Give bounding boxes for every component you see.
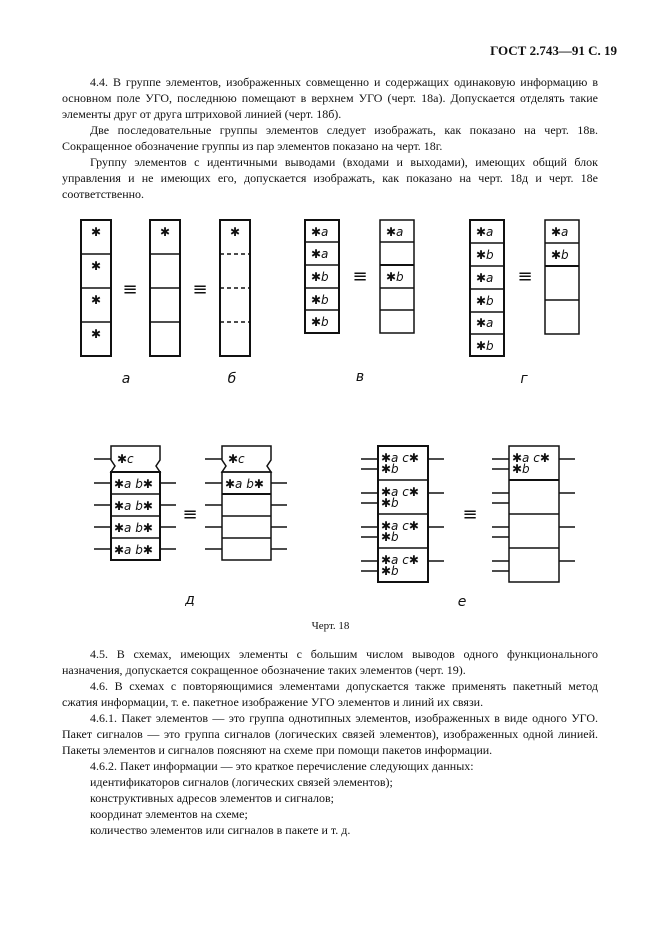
equiv-sign: ≡ bbox=[122, 279, 138, 300]
mark-star: ✱ bbox=[159, 225, 171, 239]
label-e: е bbox=[457, 594, 467, 610]
label-a: а bbox=[121, 371, 131, 387]
mark-ab: ✱а b✱ bbox=[225, 477, 264, 491]
mark-ac: ✱а c✱ bbox=[512, 451, 550, 465]
mark-ab: ✱а b✱ bbox=[114, 477, 153, 491]
mark-ac: ✱а c✱ bbox=[381, 553, 419, 567]
mark-ab: ✱а b✱ bbox=[114, 521, 153, 535]
diagram-b2 bbox=[220, 220, 250, 356]
mark-b: ✱b bbox=[381, 462, 399, 476]
paragraph-4-6-1: 4.6.1. Пакет элементов — это группа однотипных элементов, изображенных в виде одного УГО. Пакет сигналов — это группа сигналов (логических связей элементов), изображенных одной линией. Пакеты элементов и сигналов поясняют на схеме при помощи пакетов информации. bbox=[62, 711, 598, 757]
mark-a: ✱а bbox=[311, 225, 329, 239]
mark-a: ✱а bbox=[311, 247, 329, 261]
list-item: идентификаторов сигналов (логических связей элементов); bbox=[90, 775, 393, 789]
paragraph-4-6-2: 4.6.2. Пакет информации — это краткое перечисление следующих данных: bbox=[90, 759, 474, 773]
mark-b: ✱b bbox=[476, 294, 494, 308]
paragraph-4-4: 4.4. В группе элементов, изображенных совмещенно и содержащих одинаковую информацию в основном поле УГО, последнюю помещают в верхнем УГО (черт. 18а). Допускается отделять такие элементы друг от друга штриховой линией (черт. 18б). bbox=[62, 75, 598, 121]
mark-a: ✱а bbox=[476, 225, 494, 239]
list-item: координат элементов на схеме; bbox=[90, 807, 248, 821]
mark-b: ✱b bbox=[311, 315, 329, 329]
mark-b: ✱b bbox=[512, 462, 530, 476]
mark-ab: ✱а b✱ bbox=[114, 499, 153, 513]
label-b: б bbox=[227, 371, 237, 387]
mark-b: ✱b bbox=[381, 564, 399, 578]
equiv-sign: ≡ bbox=[192, 279, 208, 300]
figure-caption: Черт. 18 bbox=[311, 620, 350, 632]
diagram-e2 bbox=[492, 446, 575, 582]
equiv-sign: ≡ bbox=[182, 504, 198, 525]
mark-b: ✱b bbox=[381, 530, 399, 544]
mark-ac: ✱а c✱ bbox=[381, 519, 419, 533]
page-header: ГОСТ 2.743—91 С. 19 bbox=[490, 43, 617, 58]
label-g: г bbox=[520, 371, 528, 387]
mark-star: ✱ bbox=[90, 259, 102, 273]
mark-a: ✱а bbox=[476, 316, 494, 330]
mark-b: ✱b bbox=[311, 270, 329, 284]
mark-b: ✱b bbox=[476, 248, 494, 262]
mark-b: ✱b bbox=[476, 339, 494, 353]
mark-ab: ✱а b✱ bbox=[114, 543, 153, 557]
paragraph-4-6: 4.6. В схемах с повторяющимися элементами допускается также применять пакетный метод сжатия информации, т. е. пакетное изображение УГО элементов и линий их связи. bbox=[62, 679, 598, 709]
mark-b: ✱b bbox=[381, 496, 399, 510]
mark-ac: ✱а c✱ bbox=[381, 451, 419, 465]
label-v: в bbox=[355, 369, 365, 385]
mark-c: ✱c bbox=[117, 452, 134, 466]
mark-b: ✱b bbox=[551, 248, 569, 262]
label-d: д bbox=[185, 592, 195, 608]
mark-star: ✱ bbox=[229, 225, 241, 239]
mark-ac: ✱а c✱ bbox=[381, 485, 419, 499]
mark-star: ✱ bbox=[90, 225, 102, 239]
mark-a: ✱а bbox=[386, 225, 404, 239]
mark-star: ✱ bbox=[90, 327, 102, 341]
paragraph-4-5: 4.5. В схемах, имеющих элементы с большим числом выводов одного функционального назначения, допускается сокращенное обозначение таких элементов (черт. 19). bbox=[62, 647, 598, 677]
diagram-d2 bbox=[205, 446, 287, 560]
mark-star: ✱ bbox=[90, 293, 102, 307]
diagram-b1 bbox=[150, 220, 180, 356]
equiv-sign: ≡ bbox=[517, 266, 533, 287]
list-item: конструктивных адресов элементов и сигналов; bbox=[90, 791, 335, 805]
equiv-sign: ≡ bbox=[462, 504, 478, 525]
mark-b: ✱b bbox=[311, 293, 329, 307]
list-item: количество элементов или сигналов в пакете и т. д. bbox=[90, 823, 351, 837]
mark-a: ✱а bbox=[551, 225, 569, 239]
diagram-g1 bbox=[470, 220, 504, 356]
mark-a: ✱а bbox=[476, 271, 494, 285]
mark-b: ✱b bbox=[386, 270, 404, 284]
paragraph-identical: Группу элементов с идентичными выводами (входами и выходами), имеющих общий блок управления и не имеющих его, допускается изображать, как показано на черт. 18д и черт. 18е соответственно. bbox=[62, 155, 598, 201]
mark-c: ✱c bbox=[228, 452, 245, 466]
paragraph-groups: Две последовательные группы элементов следует изображать, как показано на черт. 18в. Сокращенное обозначение группы из пар элементов показано на черт. 18г. bbox=[62, 123, 598, 153]
equiv-sign: ≡ bbox=[352, 266, 368, 287]
